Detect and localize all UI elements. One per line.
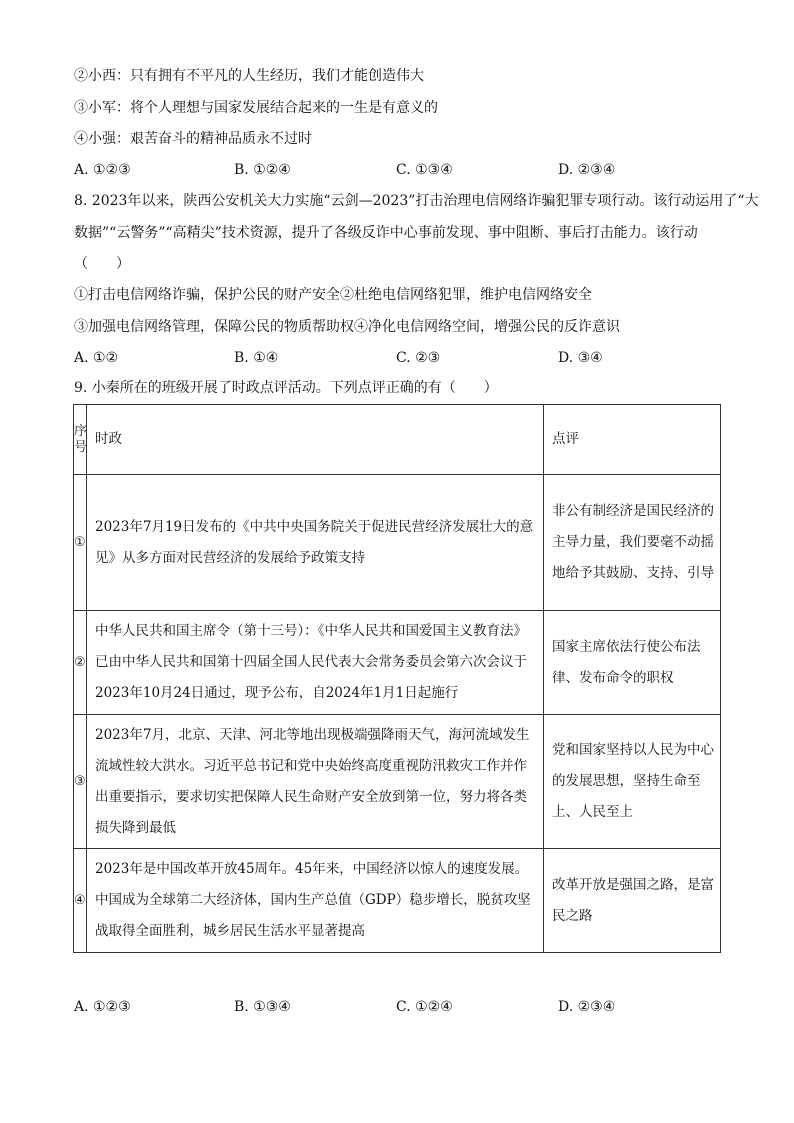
header-num: 序号 [74, 405, 87, 475]
table-row [74, 715, 721, 849]
q8-stem-line-1: 8. 2023年以来，陕西公安机关大力实施“云剑—2023”打击治理电信网络诈骗犯罪专项行动。该行动运用了“大 [74, 193, 759, 209]
news-commentary-table [73, 404, 721, 953]
q9-options [74, 997, 714, 1017]
row-news: 2023年7月19日发布的《中共中央国务院关于促进民营经济发展壮大的意见》从多方面对民营经济的发展给予政策支持 [87, 475, 544, 611]
row-news: 2023年7月，北京、天津、河北等地出现极端强降雨天气，海河流域发生流域性较大洪水。习近平总书记和党中央始终高度重视防汛救灾工作并作出重要指示，要求切实把保障人民生命财产安全放到第一位，努力将各类损失降到最低 [87, 715, 544, 849]
q7-option-b[interactable]: B. ①②④ [234, 162, 291, 178]
q8-item-line-2: ③加强电信网络管理，保障公民的物质帮助权④净化电信网络空间，增强公民的反诈意识 [74, 319, 620, 335]
row-num-text: ② [74, 654, 86, 670]
table-row [74, 611, 721, 715]
q9-stem: 9. 小秦所在的班级开展了时政点评活动。下列点评正确的有（ ） [74, 380, 498, 396]
table-row [74, 475, 721, 611]
q9-option-b[interactable]: B. ①③④ [234, 999, 291, 1015]
q9-option-c[interactable]: C. ①②④ [396, 999, 453, 1015]
row-num-text: ④ [74, 892, 86, 908]
q8-item-line-1: ①打击电信网络诈骗，保护公民的财产安全②杜绝电信网络犯罪，维护电信网络安全 [74, 287, 592, 303]
row-num [74, 715, 87, 849]
q9-option-a[interactable]: A. ①②③ [74, 999, 131, 1015]
row-num [74, 611, 87, 715]
q8-options [74, 348, 714, 368]
q7-item-3: ③小军：将个人理想与国家发展结合起来的一生是有意义的 [74, 100, 438, 116]
q7-option-d[interactable]: D. ②③④ [558, 162, 616, 178]
row-comment: 改革开放是强国之路，是富民之路 [544, 849, 721, 953]
row-num-text: ③ [74, 773, 86, 789]
row-comment: 非公有制经济是国民经济的主导力量，我们要毫不动摇地给予其鼓励、支持、引导 [544, 475, 721, 611]
row-comment: 国家主席依法行使公布法律、发布命令的职权 [544, 611, 721, 715]
q7-option-a[interactable]: A. ①②③ [74, 162, 131, 178]
row-num [74, 849, 87, 953]
q7-option-c[interactable]: C. ①③④ [396, 162, 453, 178]
row-num [74, 475, 87, 611]
q8-option-d[interactable]: D. ③④ [558, 350, 603, 366]
q8-stem-line-3: （ ） [74, 256, 130, 272]
q7-item-4: ④小强：艰苦奋斗的精神品质永不过时 [74, 131, 312, 147]
header-news: 时政 [87, 405, 544, 475]
q9-option-d[interactable]: D. ②③④ [558, 999, 616, 1015]
table-header-row [74, 405, 721, 475]
row-num-text: ① [74, 534, 86, 550]
q8-option-b[interactable]: B. ①④ [234, 350, 279, 366]
row-comment: 党和国家坚持以人民为中心的发展思想，坚持生命至上、人民至上 [544, 715, 721, 849]
row-news: 中华人民共和国主席令（第十三号）：《中华人民共和国爱国主义教育法》已由中华人民共和国第十四届全国人民代表大会常务委员会第六次会议于2023年10月24日通过，现予公布，自2024年1月1日起施行 [87, 611, 544, 715]
q7-item-2: ②小西：只有拥有不平凡的人生经历，我们才能创造伟大 [74, 68, 424, 84]
header-comment: 点评 [544, 405, 721, 475]
q8-stem-line-2: 数据”“云警务”“高精尖”技术资源，提升了各级反诈中心事前发现、事中阻断、事后打击能力。该行动 [74, 225, 698, 241]
q7-options [74, 160, 714, 180]
q8-option-a[interactable]: A. ①② [74, 350, 119, 366]
q8-option-c[interactable]: C. ②③ [396, 350, 441, 366]
table-row [74, 849, 721, 953]
row-news: 2023年是中国改革开放45周年。45年来，中国经济以惊人的速度发展。中国成为全球第二大经济体，国内生产总值（GDP）稳步增长，脱贫攻坚战取得全面胜利，城乡居民生活水平显著提高 [87, 849, 544, 953]
